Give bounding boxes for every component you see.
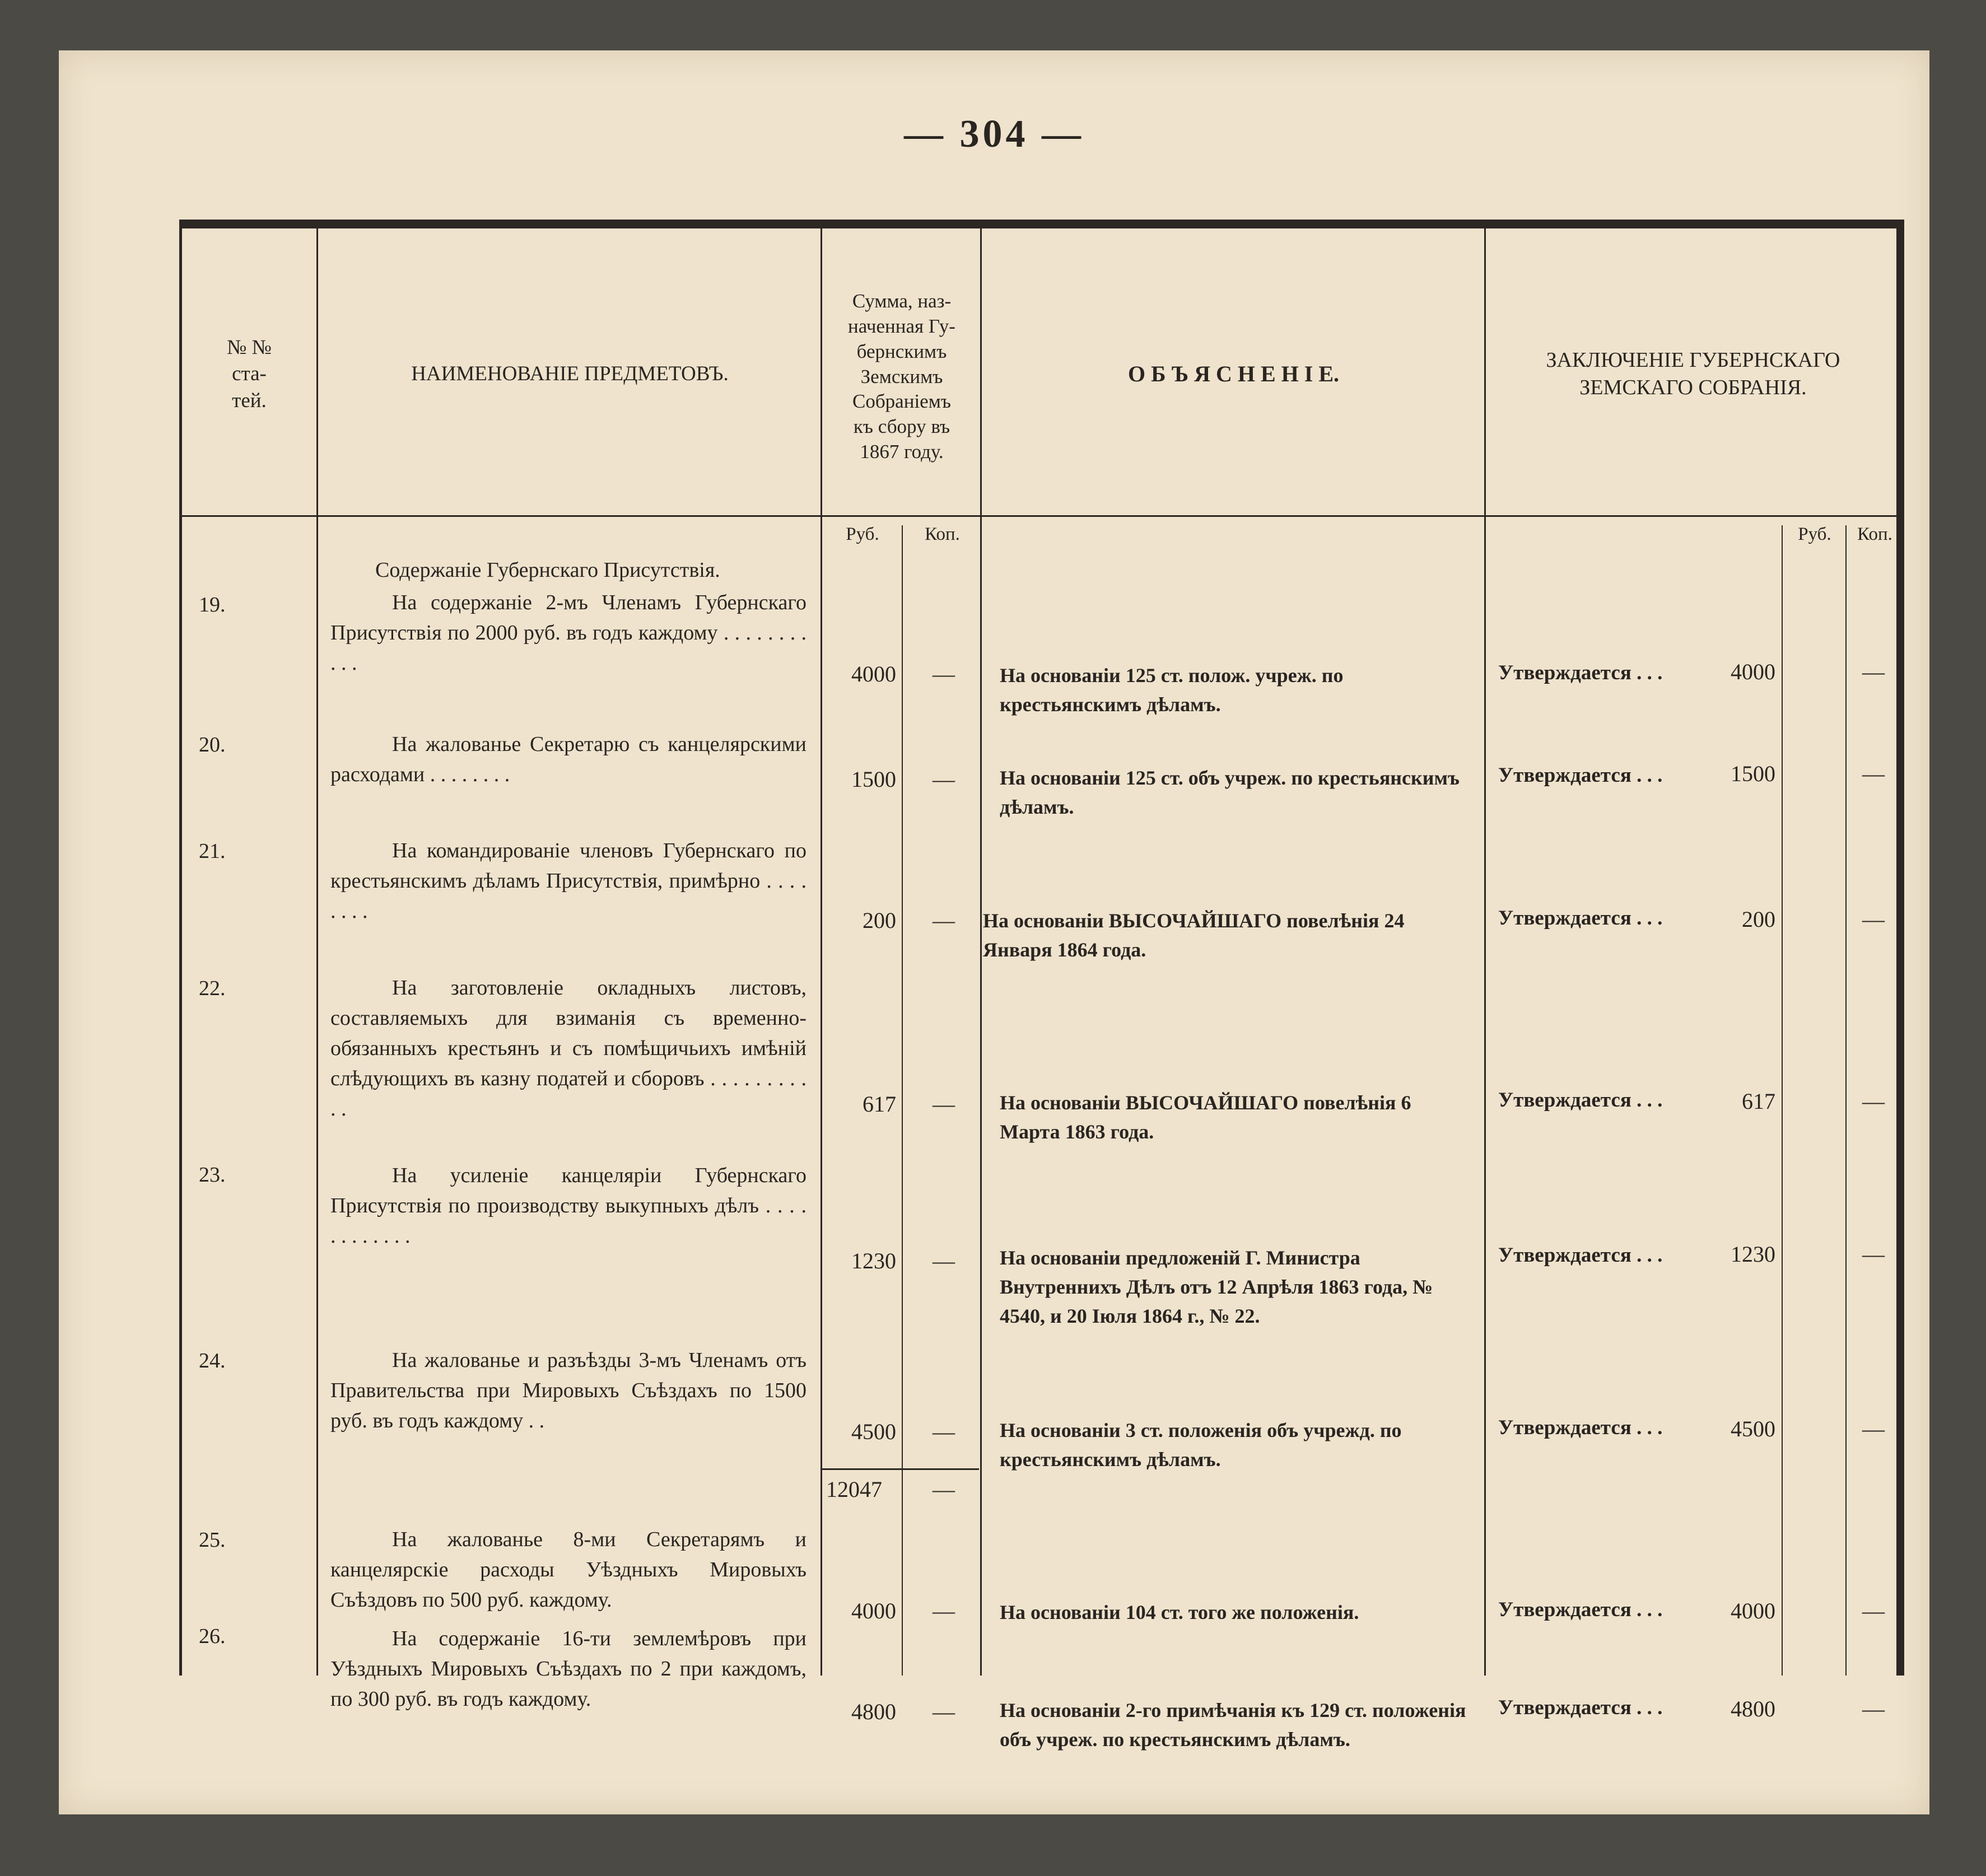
section-heading: Содержаніе Губернскаго Присутствія. [375, 558, 720, 582]
row-amount-kop: — [933, 1248, 955, 1273]
header-num: № № ста- тей. [227, 335, 272, 412]
row-conclusion: Утверждается . . . [1498, 907, 1663, 930]
row-explanation: На основаніи ВЫСОЧАЙШАГО повелѣнія 6 Марта 1863 года. [1000, 1091, 1411, 1144]
row-number: 19. [199, 593, 226, 617]
row-amount-rub: 1230 [851, 1248, 896, 1273]
row-concl-kop: — [1862, 1089, 1885, 1114]
col-divider [316, 228, 318, 1676]
col-divider [980, 228, 982, 1676]
row-explanation: На основаніи 3 ст. положенія объ учрежд. по крестьянскимъ дѣламъ. [1000, 1419, 1402, 1471]
header-conclusion: ЗАКЛЮЧЕНІЕ ГУБЕРНСКАГО ЗЕМСКАГО СОБРАНІЯ. [1546, 348, 1840, 399]
row-amount-kop: — [933, 1419, 955, 1444]
row-concl-kop: — [1862, 659, 1885, 684]
sub-kop: Коп. [925, 524, 960, 544]
row-number: 21. [199, 839, 226, 863]
row-number: 25. [199, 1528, 226, 1552]
row-explanation: На основаніи 125 ст. полож. учреж. по крестьянскимъ дѣламъ. [1000, 664, 1344, 716]
sub-rub-concl: Руб. [1798, 524, 1831, 544]
row-concl-kop: — [1862, 1696, 1885, 1721]
row-explanation: На основаніи предложеній Г. Министра Внутреннихъ Дѣлъ отъ 12 Апрѣля 1863 года, № 4540, и 20 Іюля 1864 г., № 22. [1000, 1247, 1433, 1328]
row-conclusion: Утверждается . . . [1498, 1244, 1663, 1267]
row-conclusion: Утверждается . . . [1498, 764, 1663, 787]
col-divider [1484, 228, 1486, 1676]
row-conclusion: Утверждается . . . [1498, 661, 1663, 684]
row-number: 26. [199, 1625, 226, 1648]
row-amount-rub: 4000 [851, 661, 896, 687]
page-number: — 304 — [904, 113, 1084, 156]
row-concl-rub: 4000 [1731, 1598, 1775, 1623]
row-concl-kop: — [1862, 761, 1885, 786]
row-amount-rub: 200 [863, 908, 896, 933]
row-amount-kop: — [933, 767, 955, 792]
row-amount-rub: 4500 [851, 1419, 896, 1444]
row-description: На содержаніе 16-ти землемѣровъ при Уѣздныхъ Мировыхъ Съѣздахъ по 2 при каждомъ, по 300 руб. въ годъ каждому. [330, 1627, 806, 1711]
row-amount-rub: 617 [863, 1091, 896, 1117]
subtotal-kop: — [933, 1477, 955, 1502]
row-description: На усиленіе канцеляріи Губернскаго Присутствія по производству выкупныхъ дѣлъ . . . . . . . . . . . . [330, 1164, 806, 1248]
row-number: 23. [199, 1163, 226, 1187]
subtotal-rule [822, 1468, 979, 1470]
row-concl-rub: 200 [1742, 907, 1775, 932]
row-amount-kop: — [933, 908, 955, 933]
row-concl-kop: — [1862, 1242, 1885, 1267]
header-sum: Сумма, наз- наченная Гу- бернскимъ Земскимъ Собраніемъ къ сбору въ 1867 году. [848, 290, 955, 463]
row-description: На жалованье Секретарю съ канцелярскими расходами . . . . . . . . [330, 732, 806, 786]
row-concl-rub: 4800 [1731, 1696, 1775, 1721]
row-concl-rub: 617 [1742, 1089, 1775, 1114]
row-description: На жалованье 8-ми Секретарямъ и канцелярскіе расходы Уѣздныхъ Мировыхъ Съѣздовъ по 500 руб. каждому. [330, 1528, 806, 1612]
subtotal-rub: 12047 [826, 1477, 882, 1502]
row-amount-kop: — [933, 1699, 955, 1724]
row-amount-kop: — [933, 1091, 955, 1117]
col-divider [820, 228, 822, 1676]
row-amount-rub: 4800 [851, 1699, 896, 1724]
row-conclusion: Утверждается . . . [1498, 1598, 1663, 1621]
row-amount-kop: — [933, 1598, 955, 1623]
row-explanation: На основаніи 125 ст. объ учреж. по крестьянскимъ дѣламъ. [1000, 767, 1460, 819]
row-description: На командированіе членовъ Губернскаго по крестьянскимъ дѣламъ Присутствія, примѣрно . . . . . . . . [330, 839, 806, 923]
row-conclusion: Утверждается . . . [1498, 1089, 1663, 1112]
row-description: На жалованье и разъѣзды 3-мъ Членамъ отъ Правительства при Мировыхъ Съѣздахъ по 1500 руб. въ годъ каждому . . [330, 1348, 806, 1432]
row-concl-rub: 1230 [1731, 1242, 1775, 1267]
row-concl-kop: — [1862, 1598, 1885, 1623]
sub-rub: Руб. [846, 524, 879, 544]
row-number: 22. [199, 977, 226, 1000]
row-number: 24. [199, 1349, 226, 1373]
row-concl-kop: — [1862, 907, 1885, 932]
row-description: На содержаніе 2-мъ Членамъ Губернскаго Присутствія по 2000 руб. въ годъ каждому . . . . . . . . . . . [330, 591, 806, 675]
row-amount-rub: 1500 [851, 767, 896, 792]
header-explanation: О Б Ъ Я С Н Е Н І Е. [1127, 361, 1340, 387]
sub-kop-concl: Коп. [1857, 524, 1892, 544]
row-explanation: На основаніи ВЫСОЧАЙШАГО повелѣнія 24 Января 1864 года. [983, 909, 1405, 962]
header-name: НАИМЕНОВАНІЕ ПРЕДМЕТОВЪ. [411, 362, 729, 386]
row-amount-kop: — [933, 661, 955, 687]
row-amount-rub: 4000 [851, 1598, 896, 1623]
budget-table [179, 220, 1904, 1751]
col-divider [1782, 525, 1783, 1676]
row-number: 20. [199, 733, 226, 757]
row-description: На заготовленіе окладныхъ листовъ, составляемыхъ для взиманія съ временно-обязанныхъ крестьянъ и съ помѣщичьихъ имѣній слѣдующихъ въ казну податей и сборовъ . . . . . . . . . . . [330, 976, 806, 1121]
row-concl-kop: — [1862, 1416, 1885, 1441]
row-concl-rub: 1500 [1731, 761, 1775, 786]
row-explanation: На основаніи 2-го примѣчанія къ 129 ст. положенія объ учреж. по крестьянскимъ дѣламъ. [1000, 1699, 1466, 1751]
row-explanation: На основаніи 104 ст. того же положенія. [1000, 1601, 1359, 1623]
header-rule [182, 515, 1896, 517]
row-conclusion: Утверждается . . . [1498, 1416, 1663, 1439]
document-page [59, 50, 1929, 1814]
row-concl-rub: 4000 [1731, 659, 1775, 684]
row-concl-rub: 4500 [1731, 1416, 1775, 1441]
row-conclusion: Утверждается . . . [1498, 1696, 1663, 1719]
